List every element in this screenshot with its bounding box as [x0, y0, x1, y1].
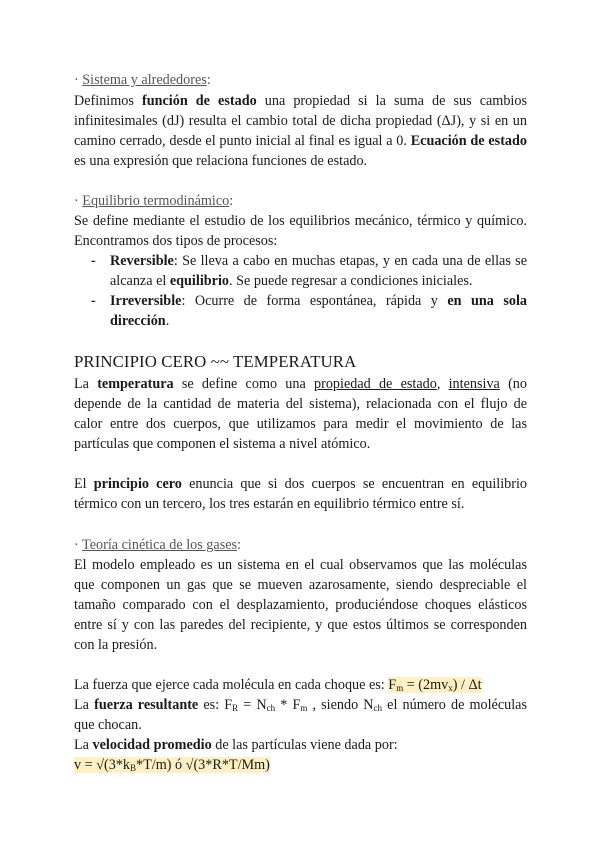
paragraph-funcion-estado: Definimos función de estado una propiedad si la suma de sus cambios infinitesimales (dJ) resulta el cambio total de dicha propiedad (ΔJ), y si en un camino cerrado, desde el punto inicial al final es igual a 0. Ecuación de estado es una expresión que relaciona funciones de estado. [74, 93, 527, 169]
formula-velocidad [74, 755, 527, 775]
formula-fuerza-molecula: La fuerza que ejerce cada molécula en cada choque es: $F_m = (2mv_x) / \Delta t$ [74, 677, 482, 693]
list-item-reversible: - Reversible: Se lleva a cabo en muchas etapas, y en cada una de ellas se alcanza el equilibrio. Se puede regresar a condiciones iniciales. [74, 251, 527, 291]
formula-highlight: $v = √(3*k_B*T/m)$ ó √(3*R*T/Mm) [74, 757, 270, 773]
list-item-irreversible: - Irreversible: Ocurre de forma espontánea, rápida y en una sola dirección. [74, 291, 527, 331]
paragraph-modelo-gas: El modelo empleado es un sistema en el cual observamos que las moléculas que componen un gas que se mueven azarosamente, siendo despreciable el tamaño comparado con el desplazamiento, produciéndose choques elásticos entre sí y con las paredes del recipiente, y que estos últimos se corresponden con la presión. [74, 557, 527, 653]
paragraph-equilibrio: Se define mediante el estudio de los equilibrios mecánico, térmico y químico. Encontramos dos tipos de procesos: [74, 213, 527, 249]
bullet-dot: · [74, 72, 79, 88]
section-title-principio-cero: PRINCIPIO CERO ~~ TEMPERATURA [74, 352, 357, 371]
section-heading-teoria-cinetica: · Teoría cinética de los gases: [74, 537, 241, 553]
process-list [74, 251, 527, 331]
heading-text: Teoría cinética de los gases [82, 537, 238, 553]
section-heading-sistema: · Sistema y alrededores: [74, 72, 211, 88]
section-heading-equilibrio: · Equilibrio termodinámico: [74, 193, 234, 209]
bullet-dot: · [74, 193, 79, 209]
heading-text: Sistema y alrededores [82, 72, 207, 88]
heading-text: Equilibrio termodinámico [82, 193, 230, 209]
bullet-dot: · [74, 537, 79, 553]
paragraph-temperatura: La temperatura se define como una propiedad de estado, intensiva (no depende de la cantidad de materia del sistema), relacionada con el flujo de calor entre dos cuerpos, que utilizamos para medir el movimiento de las partículas que componen el sistema a nivel atómico. [74, 376, 527, 452]
velocidad-promedio-line: La velocidad promedio de las partículas viene dada por: [74, 737, 398, 753]
formula-highlight: $F_m = (2mv_x) / \Delta t$ [388, 677, 482, 693]
formula-fuerza-resultante: La fuerza resultante es: $F_R = N_{ch} * F_m$ , siendo $N_{ch}$ el número de moléculas que chocan. [74, 697, 527, 733]
paragraph-principio-cero: El principio cero enuncia que si dos cuerpos se encuentran en equilibrio térmico con un tercero, los tres estarán en equilibrio térmico entre sí. [74, 476, 527, 512]
